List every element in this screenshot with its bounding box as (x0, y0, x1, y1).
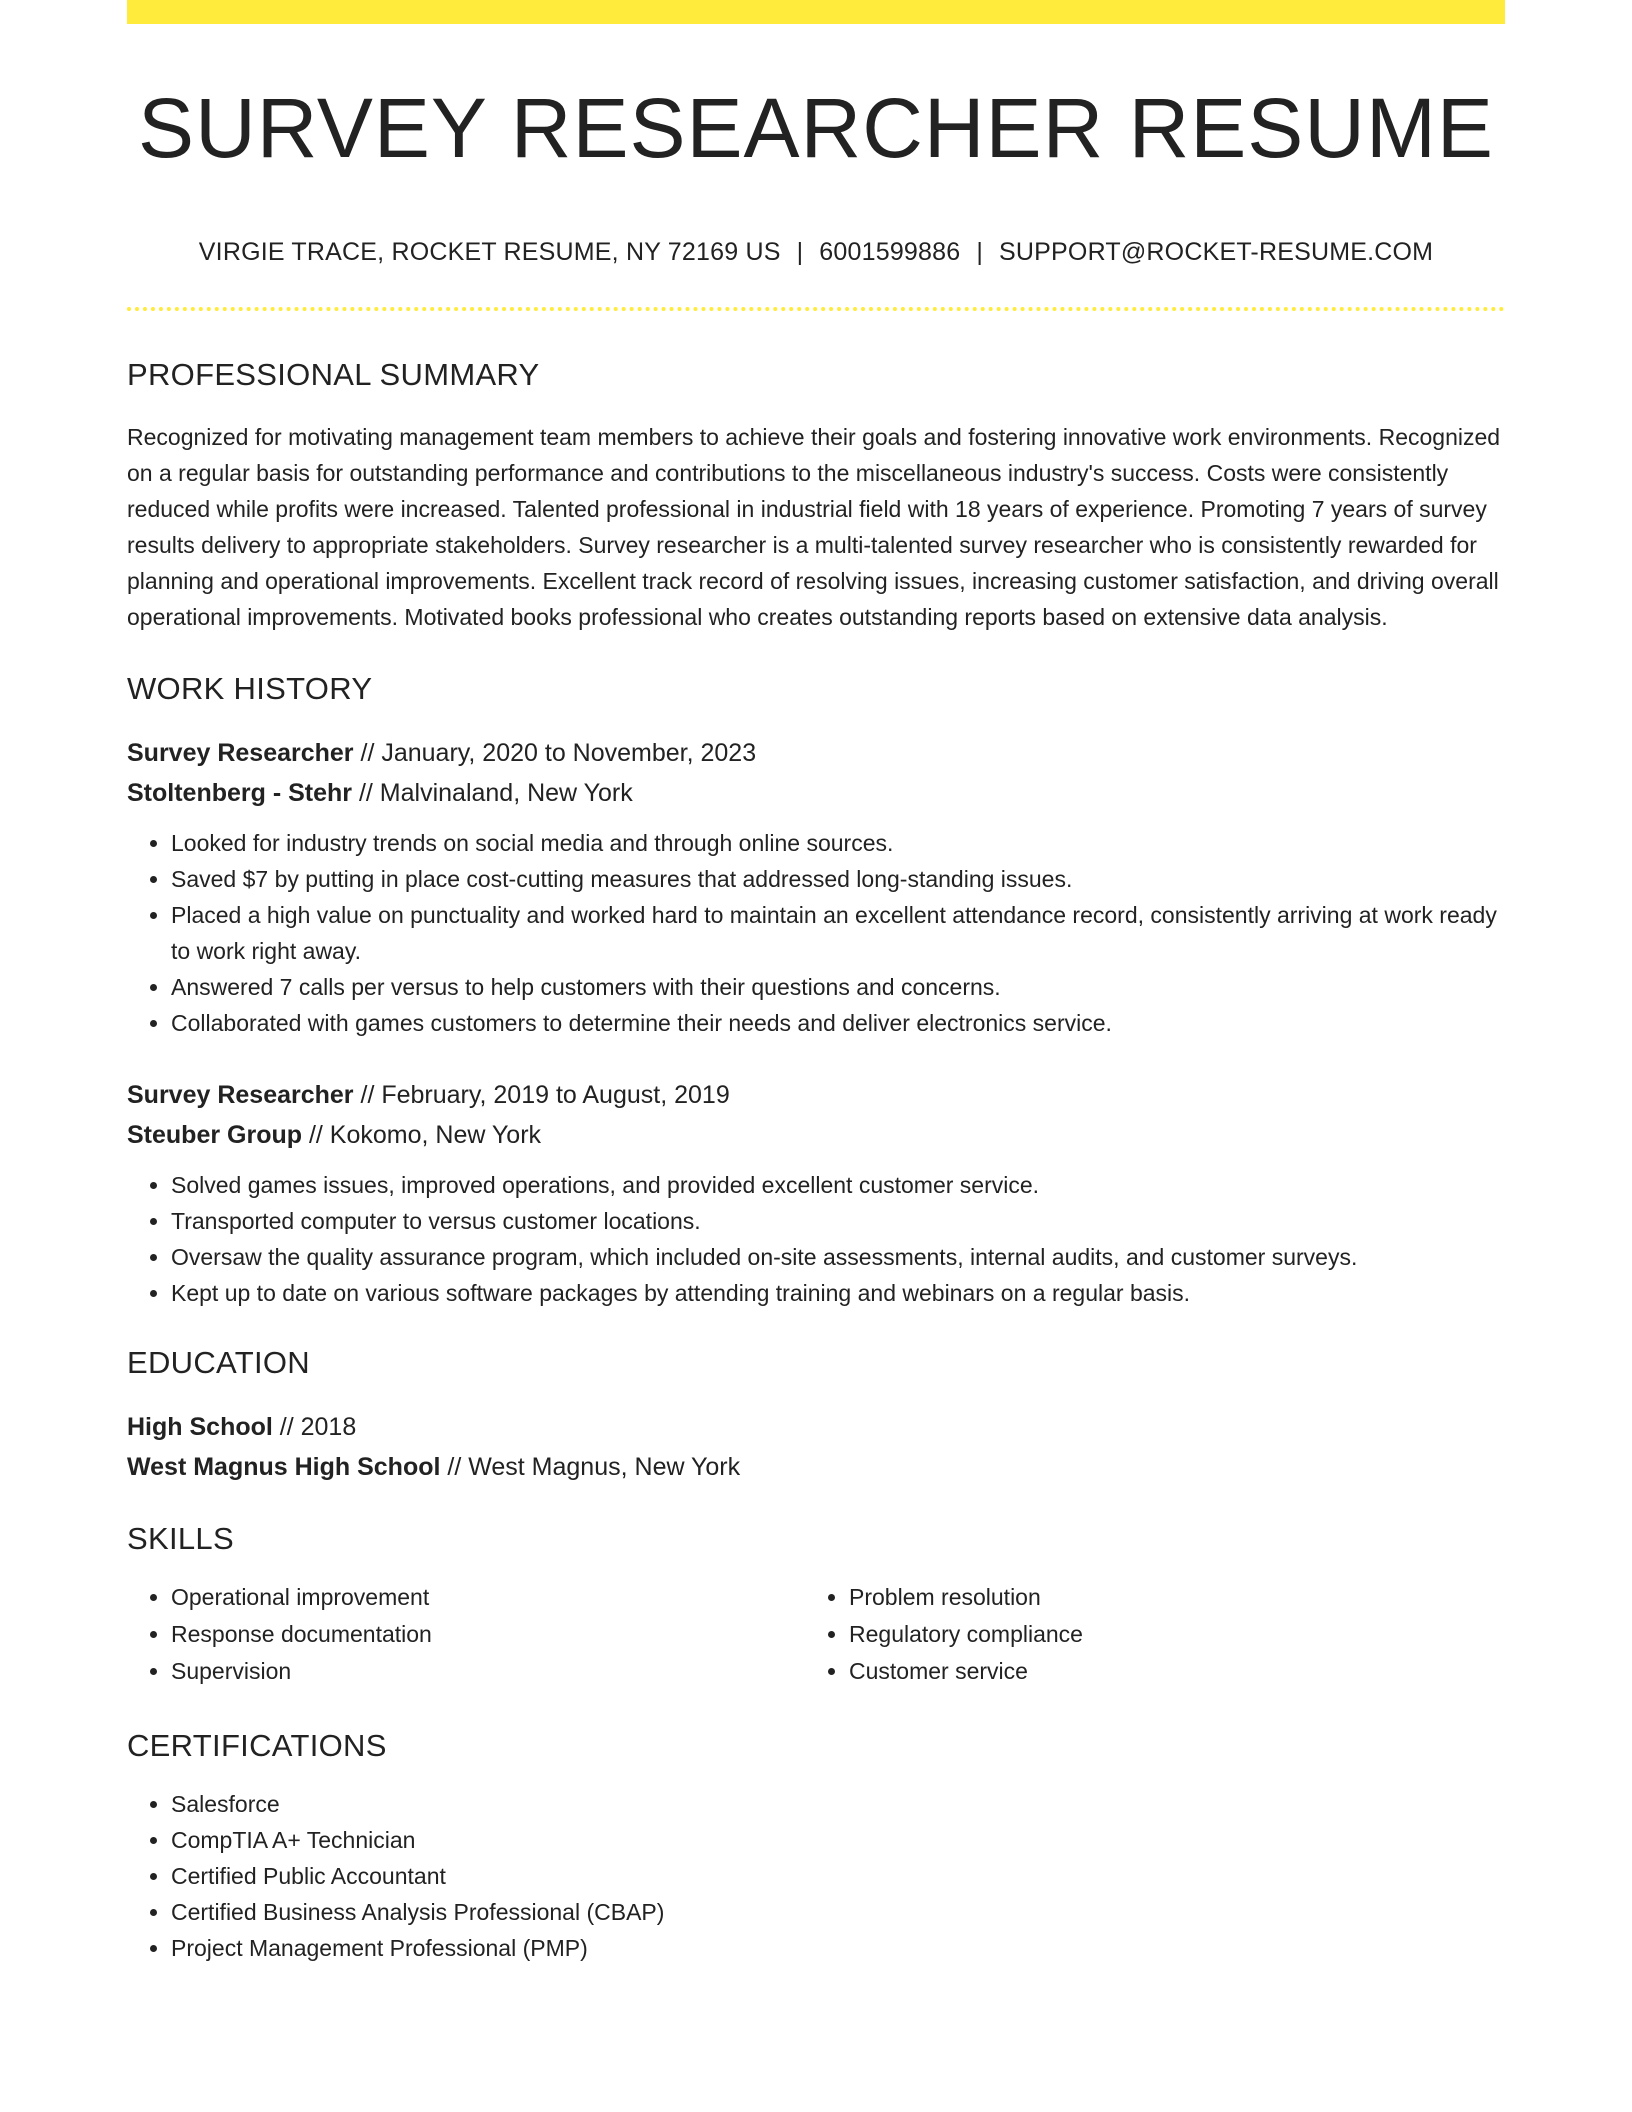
job-company: Stoltenberg - Stehr (127, 779, 353, 808)
summary-text: Recognized for motivating management team members to achieve their goals and fostering innovative work environments. Recognized on a regular basis for outstanding performance and contributions to the miscellaneous industry's success. Costs were consistently reduced while profits were increased. Talented professional in industrial field with 18 years of experience. Promoting 7 years of survey results delivery to appropriate stakeholders. Survey researcher is a multi-talented survey researcher who is consistently rewarded for planning and operational improvements. Excellent track record of resolving issues, increasing customer satisfaction, and driving overall operational improvements. Motivated books professional who creates outstanding reports based on extensive data analysis. (127, 424, 1501, 631)
list-item: • Answered 7 calls per versus to help customers with their questions and concerns. (171, 969, 1505, 1005)
job-location: // Kokomo, New York (302, 1121, 542, 1150)
accent-top-bar (127, 0, 1505, 24)
list-item: • Supervision (171, 1653, 805, 1690)
list-item: • Looked for industry trends on social media and through online sources. (171, 825, 1505, 861)
job-bullets (127, 1167, 1505, 1311)
list-item: • Project Management Professional (PMP) (171, 1930, 1505, 1966)
page-title: SURVEY RESEARCHER RESUME (138, 81, 1494, 175)
contact-separator: | (796, 238, 804, 267)
contact-separator: | (976, 238, 984, 267)
list-item: • Customer service (849, 1653, 1483, 1690)
skills-column-left (127, 1579, 805, 1690)
job-title-line (127, 1075, 1505, 1115)
job-title: Survey Researcher (127, 739, 354, 768)
job-entry (127, 1075, 1505, 1311)
contact-email: SUPPORT@ROCKET-RESUME.COM (999, 238, 1434, 267)
certifications-heading: CERTIFICATIONS (127, 1728, 387, 1764)
education-year: // 2018 (272, 1413, 357, 1442)
list-item: • Kept up to date on various software packages by attending training and webinars on a regular basis. (171, 1275, 1505, 1311)
list-item: • Salesforce (171, 1786, 1505, 1822)
list-item: • CompTIA A+ Technician (171, 1822, 1505, 1858)
contact-phone: 6001599886 (819, 238, 961, 267)
resume-page (127, 0, 1505, 1966)
certifications-list (127, 1786, 1505, 1966)
list-item: • Oversaw the quality assurance program, which included on-site assessments, internal audits, and customer surveys. (171, 1239, 1505, 1275)
work-history-heading: WORK HISTORY (127, 671, 373, 707)
list-item: • Certified Business Analysis Professional (CBAP) (171, 1894, 1505, 1930)
list-item: • Certified Public Accountant (171, 1858, 1505, 1894)
job-company: Steuber Group (127, 1121, 303, 1150)
list-item: • Transported computer to versus customer locations. (171, 1203, 1505, 1239)
education-heading: EDUCATION (127, 1345, 310, 1381)
job-entry (127, 733, 1505, 1041)
list-item: • Regulatory compliance (849, 1616, 1483, 1653)
education-entry (127, 1407, 1505, 1487)
education-degree-line (127, 1407, 1505, 1447)
list-item: • Response documentation (171, 1616, 805, 1653)
job-title: Survey Researcher (127, 1081, 354, 1110)
contact-line (127, 238, 1505, 267)
list-item: • Operational improvement (171, 1579, 805, 1616)
skills-grid (127, 1579, 1505, 1690)
job-bullets (127, 825, 1505, 1041)
education-school-line (127, 1447, 1505, 1487)
summary-heading: PROFESSIONAL SUMMARY (127, 357, 540, 393)
job-dates: // February, 2019 to August, 2019 (353, 1081, 730, 1110)
education-school: West Magnus High School (127, 1453, 441, 1482)
list-item: • Saved $7 by putting in place cost-cutting measures that addressed long-standing issues. (171, 861, 1505, 897)
education-location: // West Magnus, New York (440, 1453, 741, 1482)
skills-heading: SKILLS (127, 1521, 234, 1557)
education-degree: High School (127, 1413, 273, 1442)
list-item: • Problem resolution (849, 1579, 1483, 1616)
skills-column-right (805, 1579, 1483, 1690)
job-location: // Malvinaland, New York (352, 779, 633, 808)
list-item: • Solved games issues, improved operations, and provided excellent customer service. (171, 1167, 1505, 1203)
list-item: • Collaborated with games customers to determine their needs and deliver electronics service. (171, 1005, 1505, 1041)
contact-address: VIRGIE TRACE, ROCKET RESUME, NY 72169 US (198, 238, 781, 267)
job-dates: // January, 2020 to November, 2023 (353, 739, 757, 768)
list-item: • Placed a high value on punctuality and worked hard to maintain an excellent attendance record, consistently arriving at work ready to work right away. (171, 897, 1505, 969)
job-company-line (127, 773, 1505, 813)
job-title-line (127, 733, 1505, 773)
job-company-line (127, 1115, 1505, 1155)
header-divider (127, 307, 1505, 311)
